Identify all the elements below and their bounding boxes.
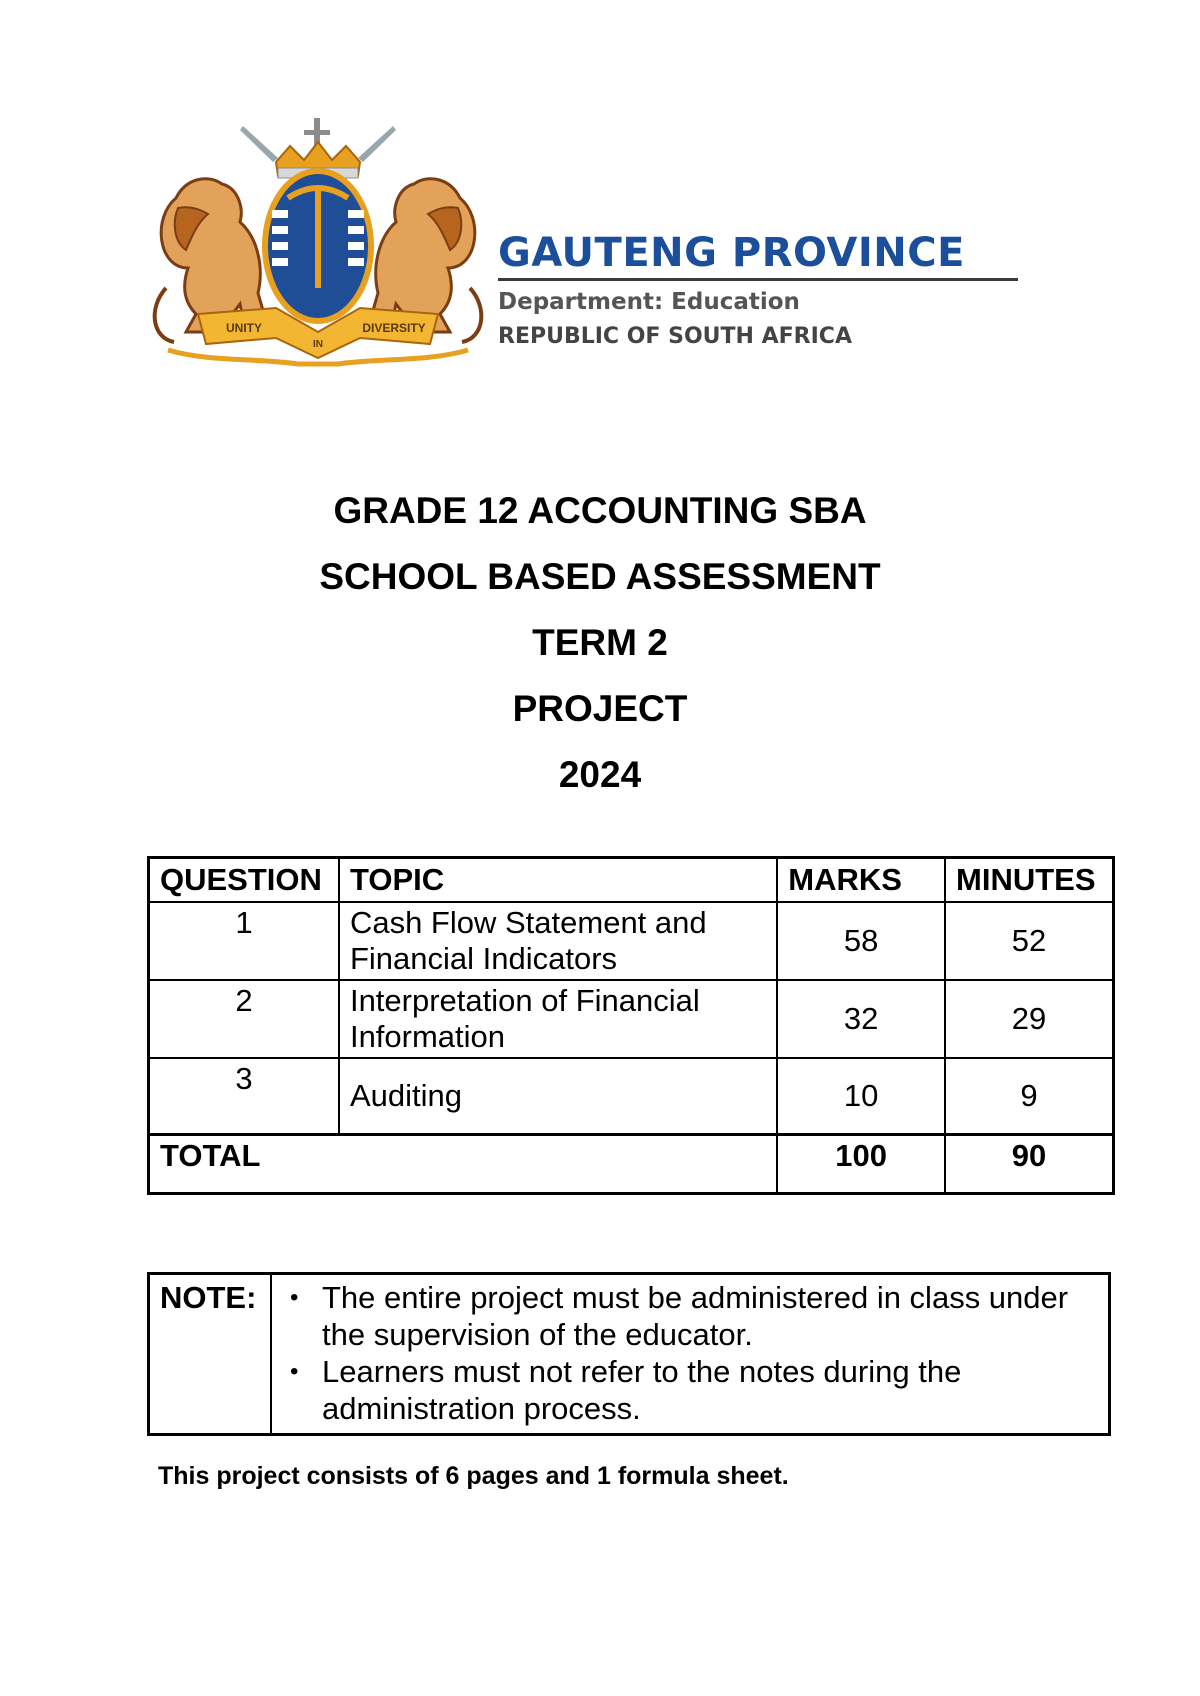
note-list — [282, 1279, 1098, 1427]
header-question: QUESTION — [149, 858, 339, 903]
marks-value: 32 — [777, 980, 945, 1058]
total-marks: 100 — [777, 1135, 945, 1194]
marks-value: 10 — [777, 1058, 945, 1135]
topic-line: Information — [349, 1019, 506, 1054]
motto-unity: UNITY — [226, 321, 262, 335]
minutes-value: 29 — [945, 980, 1113, 1058]
header-topic: TOPIC — [339, 858, 777, 903]
question-number: 3 — [149, 1058, 339, 1135]
minutes-value: 52 — [945, 902, 1113, 980]
republic-name: REPUBLIC OF SOUTH AFRICA — [498, 324, 852, 349]
table-row — [149, 902, 1114, 980]
marks-value: 58 — [777, 902, 945, 980]
topic-line: Interpretation of Financial — [349, 983, 700, 1018]
table-row — [149, 1058, 1114, 1135]
total-label: TOTAL — [149, 1135, 778, 1194]
title-grade: GRADE 12 ACCOUNTING SBA — [333, 490, 867, 531]
motto-diversity: DIVERSITY — [362, 321, 426, 335]
logo-wordmark — [498, 230, 1028, 351]
list-item — [290, 1353, 1098, 1427]
list-item — [290, 1279, 1098, 1353]
topic-line: Auditing — [349, 1078, 462, 1113]
title-term: TERM 2 — [532, 622, 668, 663]
total-row — [149, 1135, 1114, 1194]
bullet-icon: • — [290, 1284, 299, 1311]
title-project: PROJECT — [512, 688, 688, 729]
topic-line: Cash Flow Statement and — [349, 905, 707, 940]
gauteng-logo — [148, 118, 1028, 368]
note-content — [271, 1274, 1110, 1435]
header-minutes: MINUTES — [945, 858, 1113, 903]
topic-cell — [339, 1058, 777, 1135]
province-name: GAUTENG PROVINCE — [498, 230, 965, 276]
minutes-value: 9 — [945, 1058, 1113, 1135]
question-number: 1 — [149, 902, 339, 980]
title-assessment: SCHOOL BASED ASSESSMENT — [319, 556, 881, 597]
topic-cell — [339, 980, 777, 1058]
title-year: 2024 — [558, 754, 642, 795]
marks-table — [147, 856, 1115, 1195]
motto-in: IN — [313, 339, 323, 350]
coat-of-arms-icon — [148, 118, 488, 368]
logo-divider — [498, 278, 1018, 281]
title-block — [0, 478, 1200, 808]
topic-line: Financial Indicators — [349, 941, 618, 976]
note-text: The entire project must be administered in class under the supervision of the educator. — [322, 1280, 1069, 1352]
note-text: Learners must not refer to the notes during the administration process. — [322, 1354, 962, 1426]
total-minutes: 90 — [945, 1135, 1113, 1194]
bullet-icon: • — [290, 1358, 299, 1385]
table-header-row — [149, 858, 1114, 903]
note-label: NOTE: — [149, 1274, 272, 1435]
department-name: Department: Education — [498, 289, 800, 315]
topic-cell — [339, 902, 777, 980]
question-number: 2 — [149, 980, 339, 1058]
note-box — [147, 1272, 1111, 1436]
note-row — [149, 1274, 1110, 1435]
table-row — [149, 980, 1114, 1058]
page-count-note: This project consists of 6 pages and 1 formula sheet. — [158, 1462, 789, 1490]
header-marks: MARKS — [777, 858, 945, 903]
